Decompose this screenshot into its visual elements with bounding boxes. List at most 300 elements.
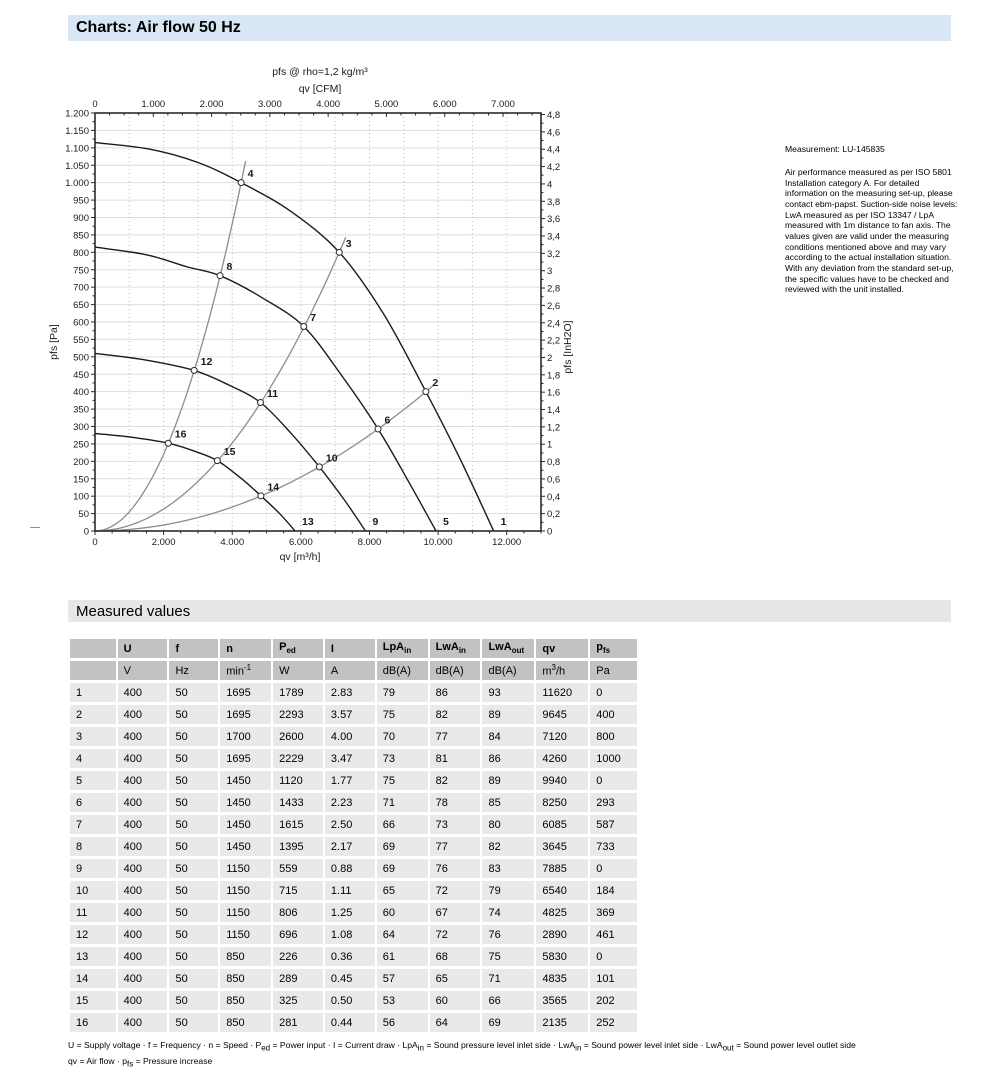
operating-point-label: 1 bbox=[500, 516, 507, 528]
right-tick-label: 0,2 bbox=[547, 509, 561, 521]
table-row bbox=[70, 727, 637, 746]
operating-point-marker bbox=[214, 458, 220, 464]
table-cell: 3565 bbox=[536, 991, 588, 1010]
right-tick-label: 3,2 bbox=[547, 248, 561, 260]
operating-point-label: 6 bbox=[384, 414, 391, 427]
y-tick-label: 1.150 bbox=[65, 125, 89, 137]
table-cell: 0.88 bbox=[325, 859, 375, 878]
table-cell: 0 bbox=[590, 771, 637, 790]
table-cell: 400 bbox=[118, 771, 168, 790]
table-cell: 4.00 bbox=[325, 727, 375, 746]
column-header: Pa bbox=[590, 661, 637, 680]
y-tick-label: 450 bbox=[73, 369, 89, 381]
table-row bbox=[70, 815, 637, 834]
y-tick-label: 1.200 bbox=[65, 108, 89, 120]
y-tick-label: 250 bbox=[73, 439, 89, 451]
operating-point-marker bbox=[165, 440, 171, 446]
table-cell: 50 bbox=[169, 683, 218, 702]
table-cell: 400 bbox=[118, 969, 168, 988]
top-tick-label: 7.000 bbox=[491, 99, 515, 110]
table-cell: 461 bbox=[590, 925, 637, 944]
table-cell: 8 bbox=[70, 837, 116, 856]
table-cell: 1695 bbox=[220, 683, 271, 702]
right-tick-label: 4,4 bbox=[547, 144, 561, 156]
table-cell: 69 bbox=[482, 1013, 534, 1032]
table-row bbox=[70, 969, 637, 988]
table-row bbox=[70, 859, 637, 878]
table-cell: 1615 bbox=[273, 815, 323, 834]
table-cell: 9 bbox=[70, 859, 116, 878]
table-cell: 50 bbox=[169, 793, 218, 812]
table-cell: 50 bbox=[169, 815, 218, 834]
table-cell: 4835 bbox=[536, 969, 588, 988]
table-legend-line2: qv = Air flow · $p_{fs}$ = Pressure increase bbox=[68, 1056, 213, 1069]
top-tick-label: 2.000 bbox=[199, 99, 224, 110]
table-cell: 6540 bbox=[536, 881, 588, 900]
table-cell: 76 bbox=[430, 859, 481, 878]
table-cell: 61 bbox=[377, 947, 428, 966]
x-tick-label: 6.000 bbox=[288, 537, 313, 548]
table-cell: 733 bbox=[590, 837, 637, 856]
table-cell: 1433 bbox=[273, 793, 323, 812]
table-cell: 50 bbox=[169, 859, 218, 878]
x-tick-label: 12.000 bbox=[492, 537, 522, 548]
table-cell: 81 bbox=[430, 749, 481, 768]
y-tick-label: 1.000 bbox=[65, 178, 89, 190]
column-header: LwA$_{in}$ bbox=[430, 639, 481, 658]
y-tick-label: 800 bbox=[73, 247, 89, 259]
table-cell: 252 bbox=[590, 1013, 637, 1032]
column-header: dB(A) bbox=[377, 661, 428, 680]
right-tick-label: 4,2 bbox=[547, 162, 561, 174]
table-cell: 1450 bbox=[220, 771, 271, 790]
top-tick-label: 1.000 bbox=[141, 99, 166, 110]
right-tick-label: 2,8 bbox=[547, 283, 561, 295]
table-cell: 4825 bbox=[536, 903, 588, 922]
right-tick-label: 2,4 bbox=[547, 318, 561, 330]
table-cell: 2229 bbox=[273, 749, 323, 768]
table-cell: 50 bbox=[169, 705, 218, 724]
column-header: LpA$_{in}$ bbox=[377, 639, 428, 658]
table-cell: 400 bbox=[118, 859, 168, 878]
table-cell: 74 bbox=[482, 903, 534, 922]
table-cell: 587 bbox=[590, 815, 637, 834]
x-tick-label: 8.000 bbox=[357, 537, 382, 548]
table-cell: 76 bbox=[482, 925, 534, 944]
table-cell: 5830 bbox=[536, 947, 588, 966]
operating-point-marker bbox=[375, 426, 381, 432]
right-tick-label: 4,6 bbox=[547, 127, 561, 139]
table-cell: 2.23 bbox=[325, 793, 375, 812]
right-tick-label: 1,8 bbox=[547, 370, 561, 382]
table-cell: 1450 bbox=[220, 837, 271, 856]
table-cell: 69 bbox=[377, 837, 428, 856]
table-cell: 83 bbox=[482, 859, 534, 878]
y-tick-label: 750 bbox=[73, 265, 89, 277]
airflow-chart-container bbox=[30, 58, 600, 568]
x-tick-label: 10.000 bbox=[423, 537, 453, 548]
right-tick-label: 3 bbox=[547, 266, 553, 278]
table-cell: 1450 bbox=[220, 815, 271, 834]
table-cell: 93 bbox=[482, 683, 534, 702]
table-row bbox=[70, 947, 637, 966]
table-cell: 79 bbox=[482, 881, 534, 900]
table-cell: 73 bbox=[377, 749, 428, 768]
table-cell: 64 bbox=[377, 925, 428, 944]
table-cell: 75 bbox=[377, 771, 428, 790]
table-cell: 50 bbox=[169, 837, 218, 856]
table-cell: 3 bbox=[70, 727, 116, 746]
table-cell: 0.45 bbox=[325, 969, 375, 988]
operating-point-label: 7 bbox=[310, 312, 317, 325]
table-cell: 16 bbox=[70, 1013, 116, 1032]
top-tick-label: 3.000 bbox=[257, 99, 282, 110]
y-tick-label: 850 bbox=[73, 230, 89, 242]
table-cell: 50 bbox=[169, 749, 218, 768]
table-cell: 50 bbox=[169, 925, 218, 944]
table-header-row bbox=[70, 639, 637, 658]
table-cell: 6085 bbox=[536, 815, 588, 834]
operating-point-marker bbox=[423, 389, 429, 395]
table-cell: 0 bbox=[590, 947, 637, 966]
table-row bbox=[70, 903, 637, 922]
table-cell: 0 bbox=[590, 683, 637, 702]
column-header: LwA$_{out}$ bbox=[482, 639, 534, 658]
operating-point-label: 3 bbox=[345, 237, 352, 250]
operating-point-label: 14 bbox=[267, 481, 280, 494]
y-tick-label: 300 bbox=[73, 422, 89, 433]
table-cell: 400 bbox=[118, 837, 168, 856]
table-row bbox=[70, 991, 637, 1010]
column-header: A bbox=[325, 661, 375, 680]
table-cell: 289 bbox=[273, 969, 323, 988]
table-cell: 4260 bbox=[536, 749, 588, 768]
table-cell: 1000 bbox=[590, 749, 637, 768]
right-tick-label: 0,6 bbox=[547, 474, 561, 486]
right-tick-label: 3,4 bbox=[547, 231, 561, 243]
table-cell: 1.77 bbox=[325, 771, 375, 790]
y-tick-label: 200 bbox=[73, 456, 89, 468]
table-cell: 60 bbox=[430, 991, 481, 1010]
right-tick-label: 4 bbox=[547, 179, 553, 191]
table-cell: 400 bbox=[118, 1013, 168, 1032]
table-cell: 293 bbox=[590, 793, 637, 812]
y-axis-label: pfs [Pa] bbox=[48, 324, 60, 360]
x-tick-label: 0 bbox=[92, 537, 98, 548]
table-cell: 78 bbox=[430, 793, 481, 812]
table-cell: 89 bbox=[482, 705, 534, 724]
table-cell: 64 bbox=[430, 1013, 481, 1032]
table-cell: 1.25 bbox=[325, 903, 375, 922]
measurement-note-text: Air performance measured as per ISO 5801 Installation category A. For detailed information on the measuring set-up, please contact ebm-papst. Suction-side noise levels: LwA measured as per ISO 13347 / LpA measured with 1m distance to fan axis. The values given are valid under the measuring conditions mentioned above and may vary according to the actual installation situation. With any deviation from the standard set-up, the specific values have to be checked and reviewed with the unit installed. bbox=[785, 167, 958, 295]
operating-point-marker bbox=[316, 464, 322, 470]
column-header: W bbox=[273, 661, 323, 680]
table-cell: 13 bbox=[70, 947, 116, 966]
table-cell: 1150 bbox=[220, 859, 271, 878]
operating-point-marker bbox=[258, 399, 264, 405]
table-cell: 71 bbox=[377, 793, 428, 812]
table-cell: 2 bbox=[70, 705, 116, 724]
table-cell: 6 bbox=[70, 793, 116, 812]
table-cell: 2890 bbox=[536, 925, 588, 944]
y-tick-label: 1.100 bbox=[65, 143, 89, 155]
top-tick-label: 0 bbox=[92, 99, 98, 110]
column-header: Hz bbox=[169, 661, 218, 680]
table-cell: 7 bbox=[70, 815, 116, 834]
right-tick-label: 0,4 bbox=[547, 491, 561, 503]
right-tick-label: 1 bbox=[547, 439, 553, 451]
table-cell: 86 bbox=[482, 749, 534, 768]
top-tick-label: 4.000 bbox=[316, 99, 341, 110]
table-cell: 0.36 bbox=[325, 947, 375, 966]
table-cell: 281 bbox=[273, 1013, 323, 1032]
table-row bbox=[70, 881, 637, 900]
right-tick-label: 2,6 bbox=[547, 300, 561, 312]
table-cell: 400 bbox=[118, 947, 168, 966]
right-tick-label: 0 bbox=[547, 526, 553, 538]
table-cell: 2600 bbox=[273, 727, 323, 746]
operating-point-label: 5 bbox=[443, 516, 449, 528]
charts-section-header bbox=[68, 15, 951, 41]
table-row bbox=[70, 1013, 637, 1032]
table-cell: 14 bbox=[70, 969, 116, 988]
y-tick-label: 400 bbox=[73, 387, 89, 399]
measured-values-section-header bbox=[68, 600, 951, 622]
table-cell: 325 bbox=[273, 991, 323, 1010]
x-axis-label: qv [m³/h] bbox=[279, 551, 321, 563]
top-axis-label: qv [CFM] bbox=[298, 83, 342, 95]
table-cell: 75 bbox=[482, 947, 534, 966]
table-cell: 3.57 bbox=[325, 705, 375, 724]
table-cell: 1150 bbox=[220, 925, 271, 944]
operating-point-marker bbox=[336, 249, 342, 255]
right-tick-label: 1,4 bbox=[547, 405, 561, 417]
x-tick-label: 4.000 bbox=[220, 537, 245, 548]
column-header: I bbox=[325, 639, 375, 658]
table-cell: 1450 bbox=[220, 793, 271, 812]
y-tick-label: 350 bbox=[73, 404, 89, 416]
charts-section-title: Charts: Air flow 50 Hz bbox=[76, 19, 241, 36]
top-tick-label: 5.000 bbox=[374, 99, 399, 110]
table-cell: 82 bbox=[430, 771, 481, 790]
table-cell: 50 bbox=[169, 947, 218, 966]
table-cell: 400 bbox=[118, 727, 168, 746]
table-cell: 65 bbox=[377, 881, 428, 900]
table-cell: 60 bbox=[377, 903, 428, 922]
table-cell: 53 bbox=[377, 991, 428, 1010]
table-header-row bbox=[70, 661, 637, 680]
column-header: dB(A) bbox=[482, 661, 534, 680]
table-cell: 850 bbox=[220, 969, 271, 988]
table-cell: 400 bbox=[118, 925, 168, 944]
table-cell: 70 bbox=[377, 727, 428, 746]
table-cell: 50 bbox=[169, 903, 218, 922]
table-cell: 1700 bbox=[220, 727, 271, 746]
table-row bbox=[70, 771, 637, 790]
table-cell: 9940 bbox=[536, 771, 588, 790]
table-cell: 7885 bbox=[536, 859, 588, 878]
table-cell: 1150 bbox=[220, 881, 271, 900]
y-tick-label: 100 bbox=[73, 491, 89, 503]
system-resistance-curve bbox=[95, 237, 346, 531]
table-cell: 850 bbox=[220, 1013, 271, 1032]
column-header: n bbox=[220, 639, 271, 658]
table-cell: 4 bbox=[70, 749, 116, 768]
table-cell: 400 bbox=[118, 683, 168, 702]
table-cell: 72 bbox=[430, 881, 481, 900]
table-cell: 89 bbox=[482, 771, 534, 790]
y-tick-label: 600 bbox=[73, 317, 89, 329]
table-cell: 85 bbox=[482, 793, 534, 812]
y-tick-label: 950 bbox=[73, 195, 89, 207]
column-header: dB(A) bbox=[430, 661, 481, 680]
table-cell: 50 bbox=[169, 991, 218, 1010]
table-cell: 75 bbox=[377, 705, 428, 724]
right-tick-label: 0,8 bbox=[547, 457, 561, 469]
table-cell: 1150 bbox=[220, 903, 271, 922]
table-cell: 50 bbox=[169, 1013, 218, 1032]
table-cell: 65 bbox=[430, 969, 481, 988]
y-tick-label: 150 bbox=[73, 474, 89, 486]
table-cell: 2.50 bbox=[325, 815, 375, 834]
measured-values-title: Measured values bbox=[76, 602, 191, 620]
table-row bbox=[70, 749, 637, 768]
measurement-reference: Measurement: LU-145835 bbox=[785, 144, 885, 154]
table-cell: 1120 bbox=[273, 771, 323, 790]
table-cell: 66 bbox=[377, 815, 428, 834]
y-tick-label: 0 bbox=[83, 526, 89, 538]
table-cell: 10 bbox=[70, 881, 116, 900]
table-cell: 3645 bbox=[536, 837, 588, 856]
right-tick-label: 1,2 bbox=[547, 422, 561, 434]
column-header: $p_{fs}$ bbox=[590, 639, 637, 658]
table-cell: 77 bbox=[430, 837, 481, 856]
right-tick-label: 3,8 bbox=[547, 196, 561, 208]
column-header: qv bbox=[536, 639, 588, 658]
table-cell: 400 bbox=[118, 749, 168, 768]
table-cell: 3.47 bbox=[325, 749, 375, 768]
operating-point-marker bbox=[217, 273, 223, 279]
operating-point-label: 8 bbox=[226, 261, 233, 274]
table-cell: 1.08 bbox=[325, 925, 375, 944]
table-cell: 7120 bbox=[536, 727, 588, 746]
y-tick-label: 550 bbox=[73, 334, 89, 346]
table-head bbox=[70, 639, 637, 680]
table-cell: 400 bbox=[118, 991, 168, 1010]
table-cell: 50 bbox=[169, 881, 218, 900]
table-cell: 806 bbox=[273, 903, 323, 922]
table-cell: 71 bbox=[482, 969, 534, 988]
operating-point-label: 4 bbox=[247, 168, 254, 181]
table-cell: 202 bbox=[590, 991, 637, 1010]
airflow-chart bbox=[30, 58, 600, 568]
table-cell: 77 bbox=[430, 727, 481, 746]
operating-point-label: 12 bbox=[200, 355, 213, 368]
right-tick-label: 2 bbox=[547, 352, 553, 364]
table-cell: 184 bbox=[590, 881, 637, 900]
y-tick-label: 50 bbox=[78, 509, 89, 521]
table-cell: 400 bbox=[590, 705, 637, 724]
column-header bbox=[70, 661, 116, 680]
y-tick-label: 650 bbox=[73, 300, 89, 312]
table-cell: 82 bbox=[430, 705, 481, 724]
table-cell: 57 bbox=[377, 969, 428, 988]
table-cell: 400 bbox=[118, 705, 168, 724]
operating-point-label: 13 bbox=[302, 516, 314, 528]
table-cell: 400 bbox=[118, 903, 168, 922]
right-tick-label: 4,8 bbox=[547, 110, 561, 122]
table-cell: 12 bbox=[70, 925, 116, 944]
table-cell: 559 bbox=[273, 859, 323, 878]
right-axis-label: pfs [InH2O] bbox=[562, 320, 574, 374]
operating-point-label: 10 bbox=[325, 452, 338, 465]
table-cell: 369 bbox=[590, 903, 637, 922]
table-cell: 84 bbox=[482, 727, 534, 746]
table-cell: 15 bbox=[70, 991, 116, 1010]
operating-point-marker bbox=[238, 180, 244, 186]
table-cell: 1395 bbox=[273, 837, 323, 856]
table-cell: 82 bbox=[482, 837, 534, 856]
right-tick-label: 2,2 bbox=[547, 335, 561, 347]
chart-title: pfs @ rho=1,2 kg/m³ bbox=[272, 66, 368, 78]
table-cell: 2.83 bbox=[325, 683, 375, 702]
table-cell: 400 bbox=[118, 815, 168, 834]
table-cell: 68 bbox=[430, 947, 481, 966]
y-tick-label: 900 bbox=[73, 213, 89, 224]
table-cell: 0.44 bbox=[325, 1013, 375, 1032]
table-cell: 56 bbox=[377, 1013, 428, 1032]
table-cell: 1695 bbox=[220, 705, 271, 724]
table-row bbox=[70, 925, 637, 944]
table-cell: 80 bbox=[482, 815, 534, 834]
table-cell: 696 bbox=[273, 925, 323, 944]
table-cell: 850 bbox=[220, 947, 271, 966]
table-cell: 8250 bbox=[536, 793, 588, 812]
table-cell: 2293 bbox=[273, 705, 323, 724]
operating-point-label: 9 bbox=[372, 516, 379, 528]
right-tick-label: 3,6 bbox=[547, 214, 561, 226]
table-row bbox=[70, 683, 637, 702]
table-cell: 0.50 bbox=[325, 991, 375, 1010]
column-header: f bbox=[169, 639, 218, 658]
table-cell: 715 bbox=[273, 881, 323, 900]
operating-point-label: 16 bbox=[174, 428, 187, 441]
table-cell: 850 bbox=[220, 991, 271, 1010]
x-tick-label: 2.000 bbox=[151, 537, 176, 548]
y-tick-label: 700 bbox=[73, 282, 89, 294]
table-cell: 86 bbox=[430, 683, 481, 702]
operating-point-label: 15 bbox=[223, 446, 236, 459]
table-cell: 2.17 bbox=[325, 837, 375, 856]
table-cell: 2135 bbox=[536, 1013, 588, 1032]
column-header: $\min^{-1}$ bbox=[220, 661, 271, 680]
column-header: V bbox=[118, 661, 168, 680]
table-cell: 11620 bbox=[536, 683, 588, 702]
y-tick-label: 1.050 bbox=[65, 160, 89, 172]
table-cell: 101 bbox=[590, 969, 637, 988]
table-cell: 79 bbox=[377, 683, 428, 702]
table-cell: 9645 bbox=[536, 705, 588, 724]
table-legend-line1: U = Supply voltage · f = Frequency · n = Speed · $P_{ed}$ = Power input · I = Current draw · LpA$_{in}$ = Sound pressure level inlet side · LwA$_{in}$ = Sound power level inlet side · LwA$_{out}$ = Sound power level outlet side bbox=[68, 1040, 856, 1053]
column-header bbox=[70, 639, 116, 658]
operating-point-label: 11 bbox=[267, 387, 279, 400]
table-cell: 73 bbox=[430, 815, 481, 834]
table-cell: 1695 bbox=[220, 749, 271, 768]
table-cell: 400 bbox=[118, 793, 168, 812]
measured-values-table bbox=[68, 636, 639, 1035]
column-header: $P_{ed}$ bbox=[273, 639, 323, 658]
table-row bbox=[70, 793, 637, 812]
